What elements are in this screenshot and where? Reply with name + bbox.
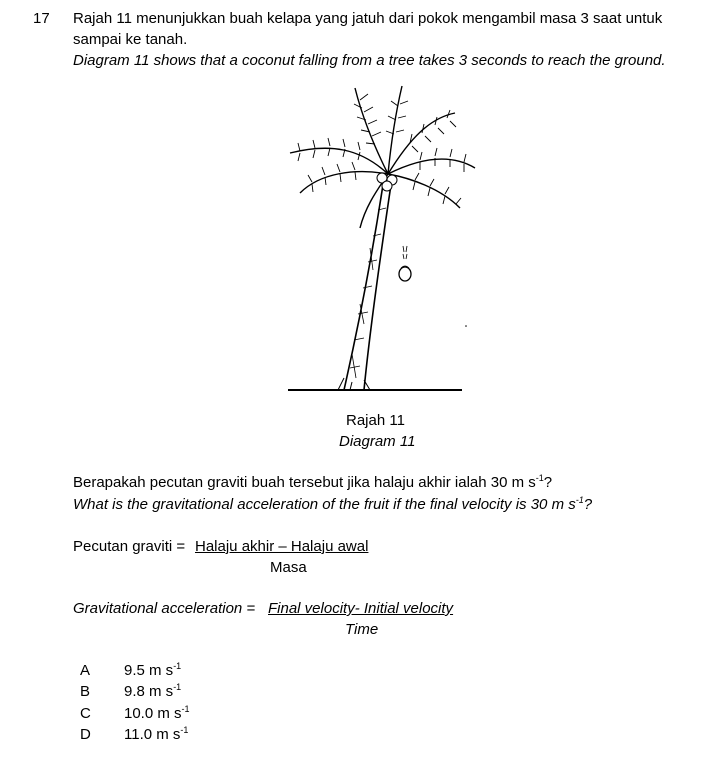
question-text-en: Diagram 11 shows that a coconut falling from a tree takes 3 seconds to reach the ground. [73, 52, 666, 69]
option-b-letter[interactable]: B [80, 683, 91, 700]
diagram-caption-en: Diagram 11 [339, 433, 416, 450]
option-a-letter[interactable]: A [80, 662, 91, 679]
option-d-value: 11.0 m $s^{-1}$ [124, 725, 189, 743]
diagram-caption-ms: Rajah 11 [346, 412, 405, 429]
formula-ms-lhs: Pecutan graviti = [73, 538, 186, 555]
option-d-letter[interactable]: D [80, 726, 91, 743]
question-text-ms-line-1: Rajah 11 menunjukkan buah kelapa yang jatuh dari pokok mengambil masa 3 saat untuk [73, 10, 663, 27]
option-b-value: 9.8 m $s^{-1}$ [124, 682, 182, 700]
formula-en-lhs: Gravitational acceleration = [73, 600, 256, 617]
question-text-ms-line-2: sampai ke tanah. [73, 31, 188, 48]
formula-en-numerator: Final velocity- Initial velocity [268, 600, 454, 617]
coconut-tree-illustration [280, 78, 480, 398]
prompt-ms: Berapakah pecutan graviti buah tersebut jika halaju akhir ialah 30 m $s^{-1}$? [73, 473, 553, 491]
prompt-en: What is the gravitational acceleration of the fruit if the final velocity is 30 m $s^{-1}$? [73, 495, 593, 513]
formula-ms-numerator: Halaju akhir – Halaju awal [195, 538, 369, 555]
option-a-value: 9.5 m $s^{-1}$ [124, 661, 182, 679]
coconut [399, 267, 411, 281]
formula-en-denominator: Time [345, 621, 379, 638]
palm-fronds [290, 86, 475, 228]
motion-lines [403, 246, 407, 259]
option-c-value: 10.0 m $s^{-1}$ [124, 704, 190, 722]
question-number: 17 [33, 10, 50, 27]
formula-ms-denominator: Masa [270, 559, 307, 576]
option-c-letter[interactable]: C [80, 705, 91, 722]
falling-coconut [399, 246, 411, 281]
